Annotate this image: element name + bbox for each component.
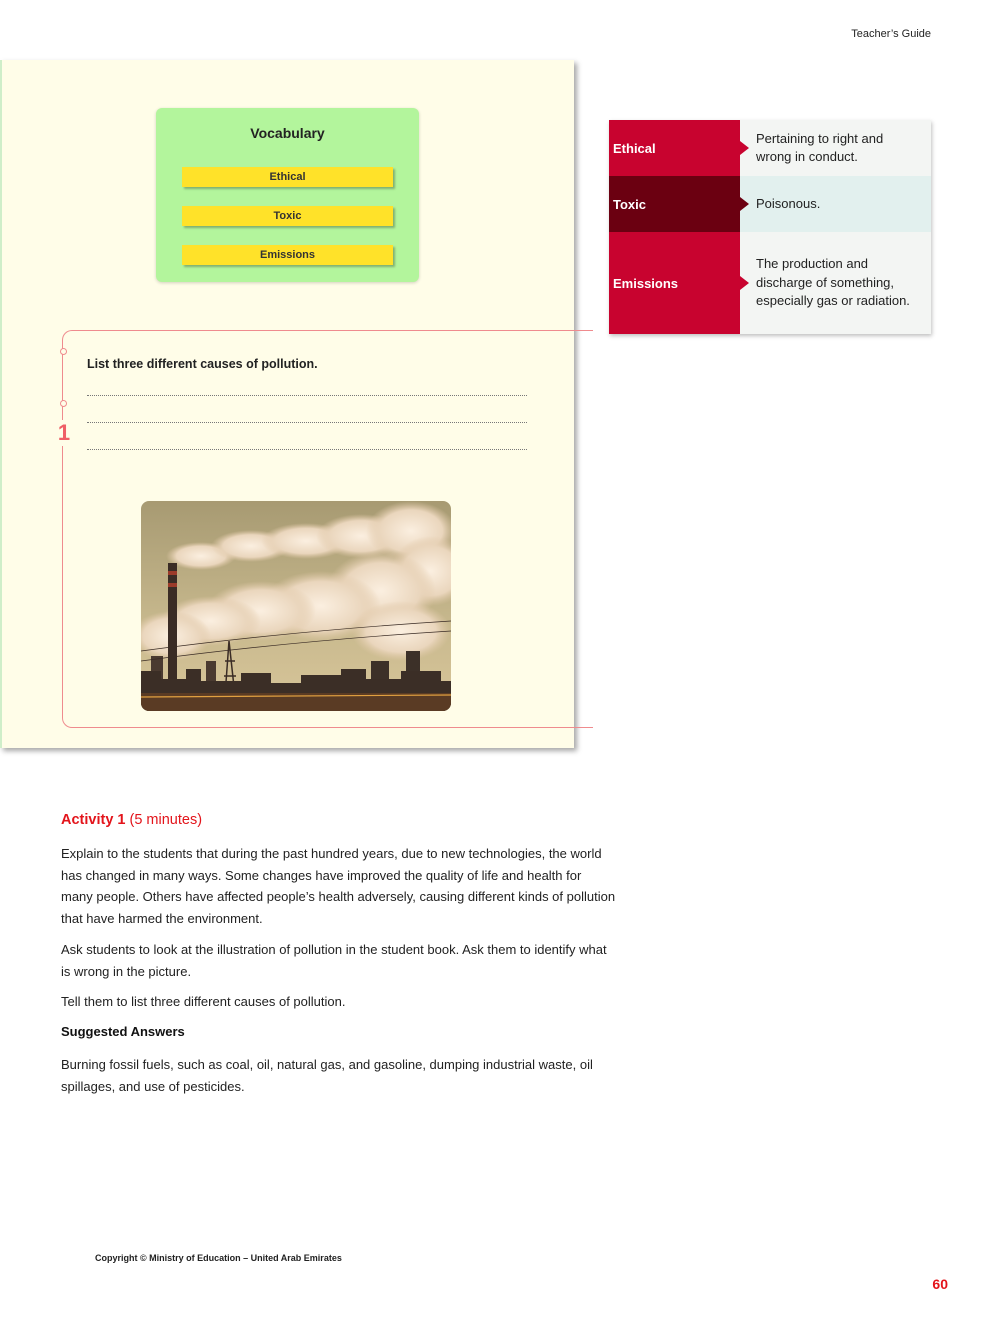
vocab-term: Toxic (609, 176, 740, 232)
answer-line-2[interactable] (87, 422, 527, 423)
pollution-photo (141, 501, 451, 711)
page-number: 60 (932, 1276, 948, 1292)
vocab-row-ethical (609, 120, 931, 176)
vocab-row-emissions (609, 232, 931, 334)
vocab-definition: The production and discharge of something, especially gas or radiation. (740, 232, 931, 334)
student-book-page (0, 60, 574, 748)
frame-dot-bottom (60, 400, 67, 407)
activity-time: (5 minutes) (129, 812, 203, 828)
vocabulary-definitions-table (609, 120, 931, 334)
vocab-row-toxic (609, 176, 931, 232)
vocab-definition: Pertaining to right and wrong in conduct. (740, 120, 931, 176)
activity-heading (61, 812, 202, 828)
vocabulary-box (156, 108, 419, 282)
frame-dot-top (60, 348, 67, 355)
paragraph: Tell them to list three different causes of pollution. (61, 994, 346, 1009)
suggested-answers-heading: Suggested Answers (61, 1024, 185, 1039)
activity-number: 1 (57, 420, 71, 445)
answer-line-3[interactable] (87, 449, 527, 450)
answer-line-1[interactable] (87, 395, 527, 396)
activity-question: List three different causes of pollution. (87, 357, 318, 371)
vocab-definition: Poisonous. (740, 176, 931, 232)
paragraph: Ask students to look at the illustration of pollution in the student book. Ask them to identify what is wrong in the picture. (61, 942, 607, 979)
vocab-term: Emissions (609, 232, 740, 334)
header-title: Teacher’s Guide (851, 28, 931, 40)
vocab-word-toxic: Toxic (182, 206, 393, 226)
activity-label: Activity 1 (61, 812, 126, 828)
footer-copyright: Copyright © Ministry of Education – United Arab Emirates (95, 1253, 342, 1263)
paragraph: Explain to the students that during the past hundred years, due to new technologies, the world has changed in many ways. Some changes have improved the quality of life and health for many people. Others have affected people’s health adversely, causing different kinds of pollution that have harmed the environment. (61, 846, 616, 926)
vocab-word-ethical: Ethical (182, 167, 393, 187)
vocab-term: Ethical (609, 120, 740, 176)
suggested-answer: Burning fossil fuels, such as coal, oil, natural gas, and gasoline, dumping industrial waste, oil spillages, and use of pesticides. (61, 1057, 593, 1094)
vocabulary-title: Vocabulary (250, 125, 325, 141)
vocab-word-emissions: Emissions (182, 245, 393, 265)
